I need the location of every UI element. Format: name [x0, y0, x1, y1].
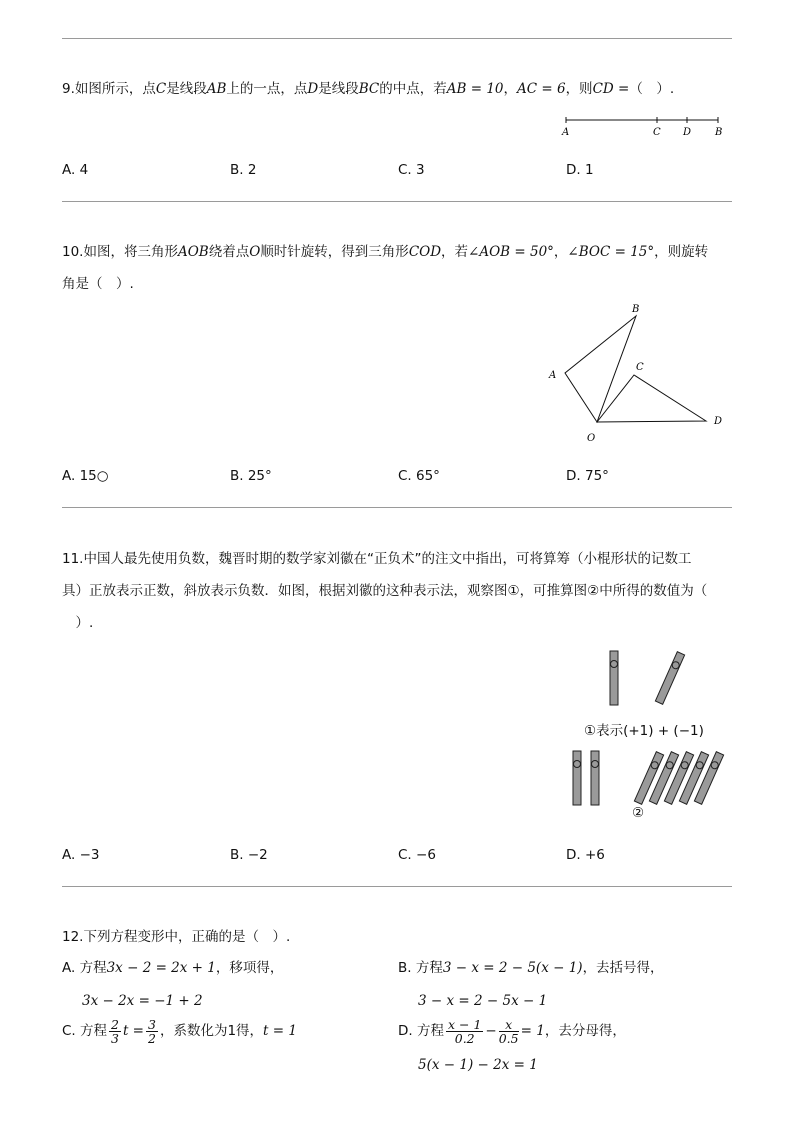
divider-top [62, 38, 732, 39]
q11-stem-line3: ）. [62, 615, 94, 631]
label-a: A [562, 127, 570, 138]
fraction-two-thirds: $\frac{2}{3}$ [111, 1016, 119, 1046]
q12-option-c[interactable]: C. 方程 $\frac{2}{3}$ t = $\frac{3}{2}$ ，系数化为1得，t = 1 [62, 1016, 297, 1046]
q12-option-a-result: 3x − 2x = −1 + 2 [82, 993, 203, 1009]
q12-option-b[interactable]: B. 方程3 − x = 2 − 5(x − 1)，去括号得， [398, 960, 664, 976]
q11-stem-line2: 具）正放表示正数，斜放表示负数．如图，根据刘徽的这种表示法，观察图①，可推算图②中所得的数值为（ [62, 583, 708, 599]
q11-counting-rods-figure2 [565, 748, 735, 808]
q12-option-b-result: 3 − x = 2 − 5x − 1 [418, 993, 548, 1009]
q11-figure1-caption: ①表示(+1) + (−1) [584, 723, 704, 739]
slanted-rod [655, 652, 684, 705]
label-a: A [549, 370, 557, 381]
q9-segment-figure [560, 112, 730, 140]
q11-stem-line1: 11.中国人最先使用负数，魏晋时期的数学家刘徽在“正负术”的注文中指出，可将算筹（小棍形状的记数工 [62, 551, 692, 567]
label-c: C [653, 127, 661, 138]
label-b: B [715, 127, 723, 138]
upright-rod [610, 651, 618, 705]
fraction-x-minus-1-over-0.2: $\frac{x - 1}{0.2}$ [447, 1016, 482, 1046]
fraction-x-over-0.5: $\frac{x}{0.5}$ [498, 1016, 519, 1046]
q10-option-b[interactable]: B. 25° [230, 468, 272, 484]
triangle-cod [597, 375, 706, 422]
q9-option-a[interactable]: A. 4 [62, 162, 89, 178]
q12-option-a[interactable]: A. 方程3x − 2 = 2x + 1，移项得， [62, 960, 284, 976]
upright-rod-2 [591, 751, 599, 805]
q11-option-a[interactable]: A. −3 [62, 847, 100, 863]
fraction-three-halves: $\frac{3}{2}$ [148, 1016, 156, 1046]
q10-option-c[interactable]: C. 65° [398, 468, 440, 484]
q11-option-d[interactable]: D. +6 [566, 847, 605, 863]
q9-option-d[interactable]: D. 1 [566, 162, 594, 178]
q9-option-c[interactable]: C. 3 [398, 162, 425, 178]
label-o: O [587, 433, 596, 444]
q9-option-b[interactable]: B. 2 [230, 162, 257, 178]
q11-figure2-caption: ② [632, 805, 645, 821]
divider-q10-q11 [62, 507, 732, 508]
q12-stem: 12.下列方程变形中，正确的是（ ）. [62, 929, 291, 945]
q10-stem-line1: 10.如图，将三角形AOB绕着点O顺时针旋转，得到三角形COD，若∠AOB = 50°，∠BOC = 15°，则旋转 [62, 244, 709, 260]
label-b: B [632, 304, 640, 315]
upright-rod-1 [573, 751, 581, 805]
q10-option-a[interactable]: A. 15○ [62, 468, 109, 484]
divider-q9-q10 [62, 201, 732, 202]
q10-rotation-figure [540, 298, 730, 448]
q10-stem-line2: 角是（ ）. [62, 276, 134, 292]
q9-stem: 9.如图所示，点C是线段AB上的一点，点D是线段BC的中点，若AB = 10，AC = 6，则CD =（ ）. [62, 81, 675, 97]
q10-option-d[interactable]: D. 75° [566, 468, 609, 484]
q11-counting-rods-figure1 [600, 648, 700, 708]
label-c: C [636, 362, 644, 373]
divider-q11-q12 [62, 886, 732, 887]
q12-option-d[interactable]: D. 方程 $\frac{x - 1}{0.2}$ − $\frac{x}{0.5}$ = 1，去分母得， [398, 1016, 626, 1046]
triangle-aob [565, 316, 636, 422]
q12-option-d-result: 5(x − 1) − 2x = 1 [418, 1057, 538, 1073]
q11-option-b[interactable]: B. −2 [230, 847, 268, 863]
q11-option-c[interactable]: C. −6 [398, 847, 436, 863]
label-d: D [683, 127, 692, 138]
label-d: D [714, 416, 723, 427]
